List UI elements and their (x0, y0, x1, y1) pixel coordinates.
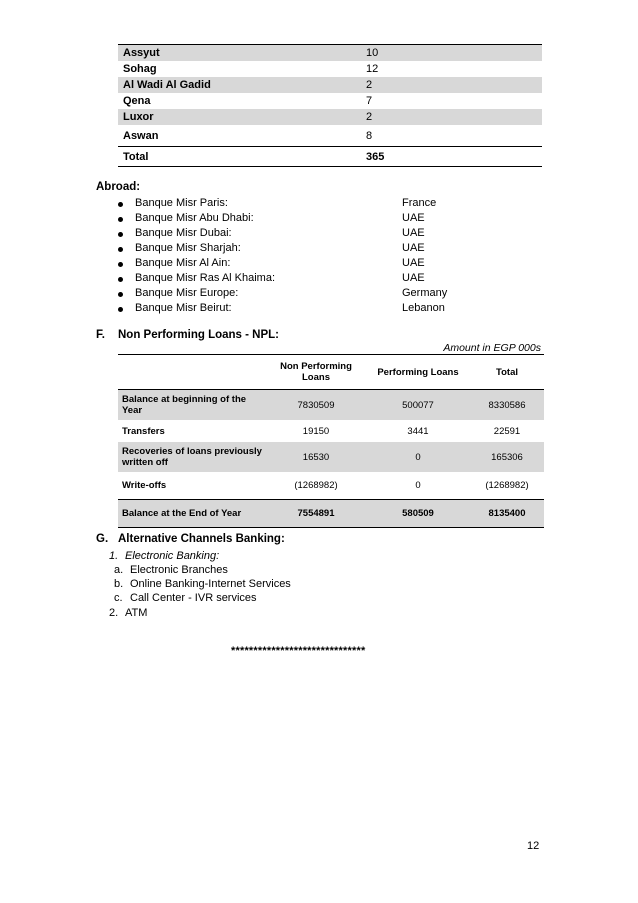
cell-npl: 19150 (302, 425, 330, 437)
table-row (118, 500, 544, 528)
cell-npl: (1268982) (294, 480, 338, 491)
list-item-label: Call Center - IVR services (130, 592, 257, 604)
list-marker: 1. (109, 550, 119, 562)
governorate-name: Al Wadi Al Gadid (118, 77, 361, 93)
branch-count: 12 (366, 63, 379, 75)
branch-count: 2 (361, 109, 542, 125)
list-item-label: Electronic Branches (130, 564, 228, 576)
governorate-name: Qena (123, 95, 151, 107)
list-marker: c. (114, 592, 123, 604)
row-label: Recoveries of loans previously written off (118, 442, 266, 472)
list-item (109, 550, 219, 562)
branch-name: Banque Misr Sharjah: (135, 242, 241, 254)
branch-count: 8 (366, 129, 373, 142)
npl-heading (96, 329, 279, 341)
bullet-icon (118, 247, 123, 252)
bullet-icon (118, 277, 123, 282)
table-row (118, 93, 542, 109)
bullet-icon (118, 307, 123, 312)
row-label: Write-offs (122, 480, 167, 491)
branch-name: Banque Misr Al Ain: (135, 257, 231, 269)
table-header-row (118, 355, 544, 390)
column-header: Total (470, 355, 544, 390)
list-item (118, 287, 458, 302)
branch-country: UAE (402, 227, 425, 239)
bullet-icon (118, 292, 123, 297)
branch-name: Banque Misr Paris: (135, 197, 228, 209)
branch-country: UAE (402, 272, 425, 284)
total-row (118, 147, 542, 167)
atm-label: ATM (125, 607, 148, 619)
cell-npl: 16530 (266, 442, 366, 472)
branch-name: Banque Misr Ras Al Khaima: (135, 272, 276, 284)
branch-country: France (402, 197, 437, 209)
cell-performing: 580509 (366, 500, 470, 528)
section-number: G. (96, 533, 109, 545)
list-item (118, 242, 458, 257)
cell-total: (1268982) (485, 480, 529, 491)
list-item (118, 212, 458, 227)
bullet-icon (118, 232, 123, 237)
electronic-banking-label: Electronic Banking: (125, 550, 220, 562)
cell-npl: 7554891 (266, 500, 366, 528)
section-title: Alternative Channels Banking: (118, 533, 285, 545)
branch-name: Banque Misr Dubai: (135, 227, 232, 239)
abroad-heading: Abroad: (96, 181, 141, 193)
cell-performing: 0 (366, 442, 470, 472)
governorate-name: Sohag (123, 63, 157, 75)
amount-note: Amount in EGP 000s (443, 342, 541, 354)
section-title: Non Performing Loans - NPL: (118, 329, 279, 341)
list-marker: b. (114, 578, 124, 590)
list-marker: a. (114, 564, 124, 576)
cell-performing: 3441 (407, 425, 429, 437)
column-header: Performing Loans (366, 355, 470, 390)
channels-heading (96, 533, 285, 545)
table-row (118, 125, 542, 147)
list-marker: 2. (109, 607, 119, 619)
bullet-icon (118, 262, 123, 267)
page-number: 12 (527, 840, 540, 852)
table-row (118, 61, 542, 77)
table-row (118, 77, 542, 93)
branch-name: Banque Misr Beirut: (135, 302, 232, 314)
list-item (114, 578, 291, 590)
list-item (118, 227, 458, 242)
list-item (118, 272, 458, 287)
table-row (118, 472, 544, 500)
table-row (118, 390, 544, 421)
list-item (118, 257, 458, 272)
cell-total: 8330586 (470, 390, 544, 421)
governorate-name: Aswan (123, 129, 159, 142)
row-label: Transfers (122, 425, 165, 437)
list-item (114, 564, 228, 576)
row-label: Balance at the End of Year (118, 500, 266, 528)
table-row (118, 420, 544, 442)
cell-performing: 500077 (366, 390, 470, 421)
governorate-name: Luxor (118, 109, 361, 125)
branch-count: 10 (361, 45, 542, 62)
cell-total: 8135400 (470, 500, 544, 528)
branch-country: Lebanon (402, 302, 445, 314)
npl-table (118, 354, 544, 528)
table-row (118, 442, 544, 472)
cell-total: 165306 (470, 442, 544, 472)
branch-count: 7 (366, 95, 373, 107)
branch-country: Germany (402, 287, 448, 299)
table-row (118, 45, 542, 62)
list-item (118, 302, 458, 317)
table-row (118, 109, 542, 125)
column-header: Non Performing Loans (266, 355, 366, 390)
branch-country: UAE (402, 257, 425, 269)
list-item (114, 592, 257, 604)
list-item (118, 197, 458, 212)
row-label: Balance at beginning of the Year (118, 390, 266, 421)
section-number: F. (96, 329, 105, 341)
branch-country: UAE (402, 242, 425, 254)
bullet-icon (118, 217, 123, 222)
separator-stars: ****************************** (231, 645, 366, 657)
cell-total: 22591 (493, 425, 521, 437)
governorates-table (118, 44, 542, 167)
branch-name: Banque Misr Abu Dhabi: (135, 212, 254, 224)
cell-performing: 0 (415, 480, 421, 491)
total-label: Total (118, 147, 361, 167)
cell-npl: 7830509 (266, 390, 366, 421)
branch-name: Banque Misr Europe: (135, 287, 239, 299)
list-item (109, 607, 147, 619)
branch-country: UAE (402, 212, 425, 224)
branch-count: 2 (361, 77, 542, 93)
bullet-icon (118, 202, 123, 207)
list-item-label: Online Banking-Internet Services (130, 578, 291, 590)
total-value: 365 (361, 147, 542, 167)
governorate-name: Assyut (118, 45, 361, 62)
